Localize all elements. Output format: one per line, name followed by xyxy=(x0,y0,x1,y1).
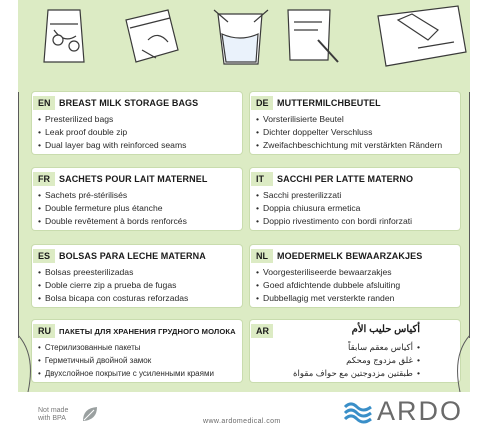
list-item: • Sacchi presterilizzati xyxy=(256,189,460,202)
feature-list-de xyxy=(250,113,460,153)
corner-tab-left xyxy=(18,335,38,392)
list-item: • Presterilized bags xyxy=(38,113,242,126)
panel-title-ru: ПАКЕТЫ ДЛЯ ХРАНЕНИЯ ГРУДНОГО МОЛОКА xyxy=(59,326,236,336)
list-item: • Double fermeture plus étanche xyxy=(38,202,242,215)
ardo-logo-icon xyxy=(343,399,373,425)
list-item: • Double revêtement à bords renforcés xyxy=(38,215,242,228)
list-item: • Двухслойное покрытие с усиленными краями xyxy=(38,367,242,380)
panel-ru xyxy=(32,320,242,382)
panel-en xyxy=(32,92,242,154)
lang-code-fr: FR xyxy=(33,172,55,186)
lang-code-it: IT xyxy=(251,172,273,186)
bpa-notice xyxy=(38,407,68,423)
list-item: • Doble cierre zip a prueba de fugas xyxy=(38,279,242,292)
lang-code-ar: AR xyxy=(251,324,273,338)
lang-code-nl: NL xyxy=(251,249,273,263)
list-item: • غلق مزدوج ومحكم xyxy=(250,354,420,367)
panel-es xyxy=(32,245,242,307)
feature-list-it xyxy=(250,189,460,229)
panel-nl xyxy=(250,245,460,307)
list-item: • Dichter doppelter Verschluss xyxy=(256,126,460,139)
feature-list-ar xyxy=(250,341,460,381)
list-item: • أكياس معقم سابقاً xyxy=(250,341,420,354)
open-bag-icon xyxy=(44,10,84,62)
panel-title-it: SACCHI PER LATTE MATERNO xyxy=(277,174,414,184)
panel-ar xyxy=(250,320,460,382)
instruction-illustrations xyxy=(18,0,470,80)
corner-tab-right xyxy=(450,335,470,392)
leaf-icon xyxy=(80,404,100,424)
bpa-line-1: Not made xyxy=(38,407,69,414)
panel-title-nl: MOEDERMELK BEWAARZAKJES xyxy=(277,251,423,261)
panel-title-es: BOLSAS PARA LECHE MATERNA xyxy=(59,251,206,261)
list-item: • Doppia chiusura ermetica xyxy=(256,202,460,215)
list-item: • Doppio rivestimento con bordi rinforzati xyxy=(256,215,460,228)
feature-list-fr xyxy=(32,189,242,229)
lang-code-es: ES xyxy=(33,249,55,263)
lang-code-de: DE xyxy=(251,96,273,110)
list-item: • Стерилизованные пакеты xyxy=(38,341,242,354)
panel-de xyxy=(250,92,460,154)
panel-it xyxy=(250,168,460,230)
feature-list-en xyxy=(32,113,242,153)
bpa-line-2: with BPA xyxy=(38,415,66,422)
write-label-icon xyxy=(288,10,338,62)
feature-list-ru xyxy=(32,341,242,381)
list-item: • طبقتين مزدوجتين مع حواف مقواة xyxy=(250,367,420,380)
feature-list-es xyxy=(32,266,242,306)
zip-seal-icon xyxy=(126,10,178,62)
website-url: www.ardomedical.com xyxy=(203,418,281,425)
list-item: • Dubbellagig met versterkte randen xyxy=(256,292,460,305)
fill-bag-icon xyxy=(214,10,268,64)
feature-list-nl xyxy=(250,266,460,306)
side-line-left xyxy=(18,92,19,338)
list-item: • Goed afdichtende dubbele afsluiting xyxy=(256,279,460,292)
lang-code-ru: RU xyxy=(33,324,55,338)
panel-title-ar: أكياس حليب الأم xyxy=(351,324,420,335)
list-item: • Leak proof double zip xyxy=(38,126,242,139)
freeze-bag-icon xyxy=(378,6,466,66)
list-item: • Zweifachbeschichtung mit verstärkten Rändern xyxy=(256,139,460,152)
panel-title-de: MUTTERMILCHBEUTEL xyxy=(277,98,381,108)
panel-title-en: BREAST MILK STORAGE BAGS xyxy=(59,98,199,108)
list-item: • Vorsterilisierte Beutel xyxy=(256,113,460,126)
package-background xyxy=(18,0,470,392)
panel-fr xyxy=(32,168,242,230)
side-line-right xyxy=(469,92,470,338)
list-item: • Dual layer bag with reinforced seams xyxy=(38,139,242,152)
list-item: • Sachets pré-stérilisés xyxy=(38,189,242,202)
list-item: • Bolsa bicapa con costuras reforzadas xyxy=(38,292,242,305)
list-item: • Voorgesteriliseerde bewaarzakjes xyxy=(256,266,460,279)
list-item: • Герметичный двойной замок xyxy=(38,354,242,367)
list-item: • Bolsas preesterilizadas xyxy=(38,266,242,279)
panel-title-fr: SACHETS POUR LAIT MATERNEL xyxy=(59,174,208,184)
lang-code-en: EN xyxy=(33,96,55,110)
brand-name: ARDO xyxy=(377,396,464,426)
